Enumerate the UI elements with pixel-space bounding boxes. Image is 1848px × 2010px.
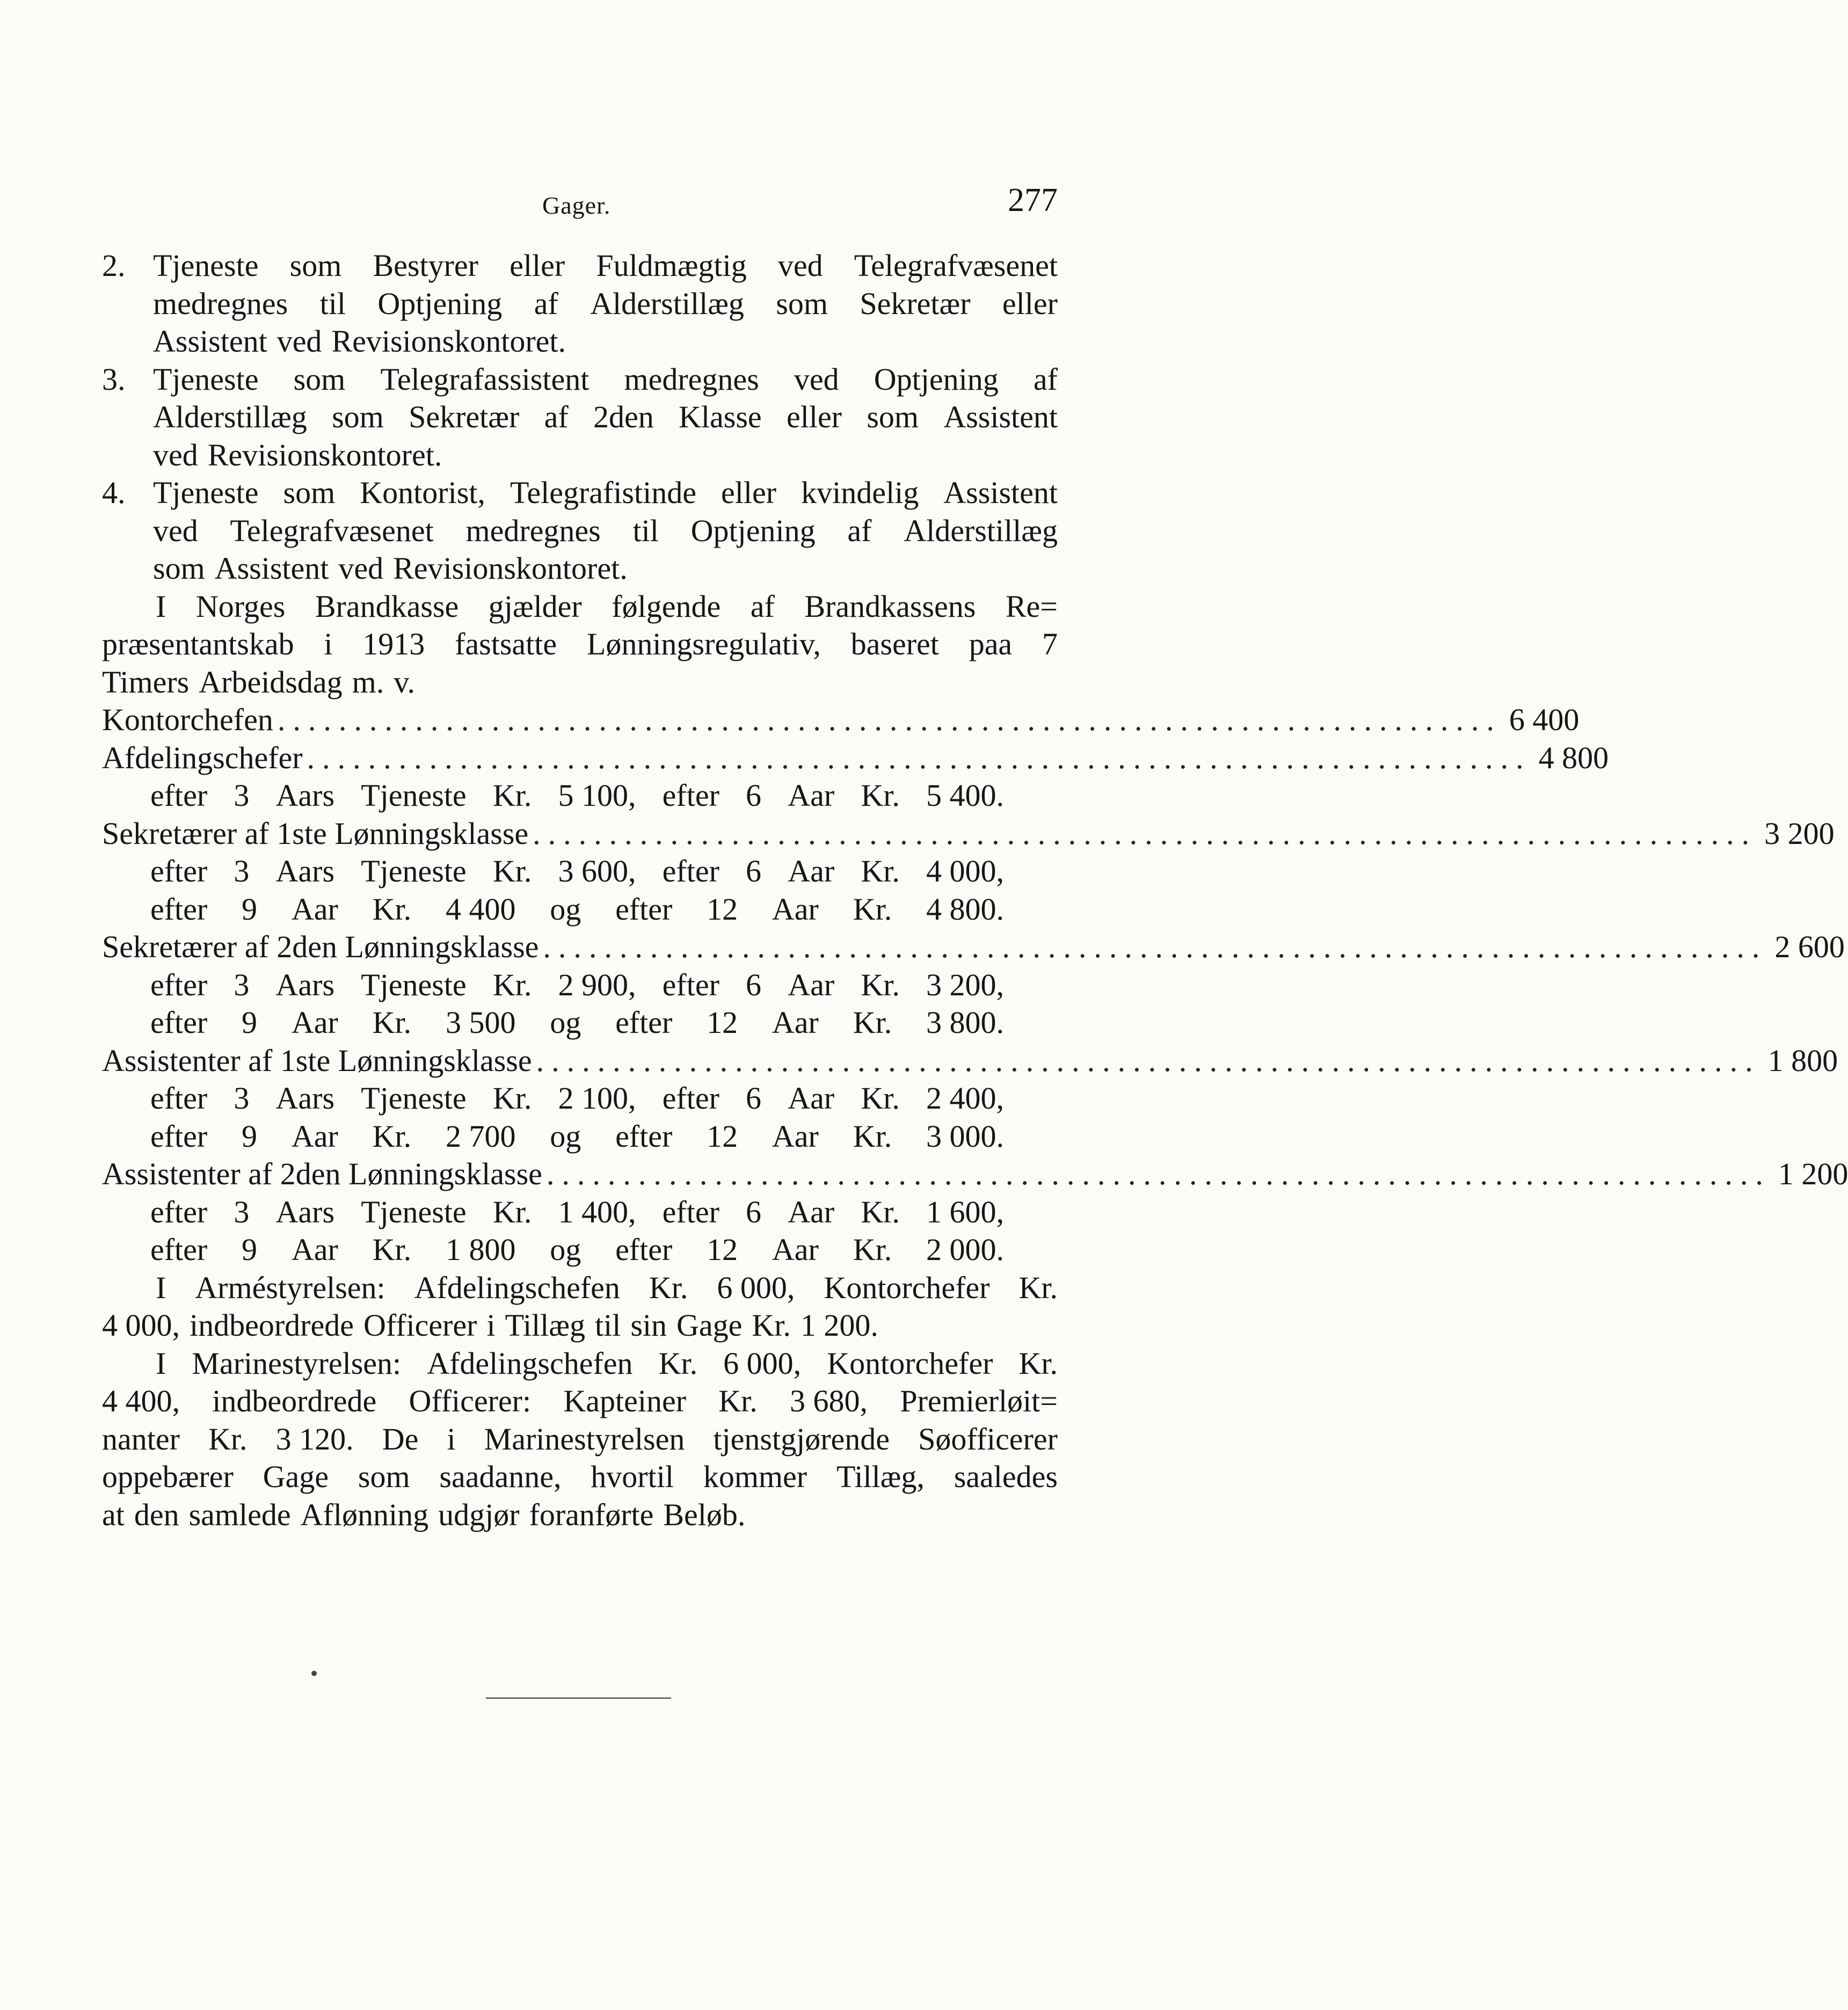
word: Aar <box>772 1232 819 1267</box>
word: Kapteiner <box>563 1383 687 1418</box>
word: 4 800. <box>926 891 1004 927</box>
salary-detail <box>102 1193 1004 1232</box>
word: 12 <box>707 1005 738 1040</box>
word: Officerer: <box>409 1383 532 1418</box>
word: Marinestyrelsen: <box>192 1345 402 1381</box>
word: og <box>550 1232 581 1267</box>
word: som <box>358 1459 410 1494</box>
word: medregnes <box>624 361 759 397</box>
word: som <box>867 399 919 434</box>
word: efter <box>150 1081 208 1116</box>
word: 3 <box>234 967 250 1002</box>
word: Kr. <box>853 1118 892 1154</box>
word: Aars <box>275 967 335 1002</box>
end-rule <box>486 1698 671 1699</box>
word: af <box>750 588 775 624</box>
word: 6 000, <box>717 1270 795 1305</box>
word: efter <box>662 854 719 889</box>
list-item <box>102 247 1058 361</box>
word: som <box>283 475 336 510</box>
word: Tjeneste <box>153 475 259 510</box>
word: 6 <box>746 854 762 889</box>
word: Assistent <box>943 475 1058 510</box>
dot-leader: ................................................................................ <box>543 929 1767 964</box>
word: Assistent <box>214 551 329 586</box>
word: 3 <box>234 1194 250 1229</box>
salary-detail <box>102 777 1004 815</box>
word: 2den <box>593 399 654 434</box>
salary-position: Assistenter af 1ste Lønningsklasse <box>102 1043 532 1078</box>
word: 3 200, <box>926 967 1004 1002</box>
text-line <box>153 550 1058 588</box>
word: Kr. <box>853 1005 892 1040</box>
word: indbeordrede <box>190 1308 354 1343</box>
word: Kr. <box>372 1005 412 1040</box>
word: Revisionskontoret. <box>393 551 628 586</box>
word: Aar <box>788 1081 835 1116</box>
word: 5 100, <box>558 778 636 813</box>
word: 2 000. <box>926 1232 1004 1267</box>
word: I <box>156 588 166 624</box>
word: 12 <box>707 1232 738 1267</box>
text-line <box>102 1421 1058 1459</box>
word: Kr. <box>372 1118 412 1154</box>
word: Afdelingschefen <box>427 1345 633 1381</box>
dot-leader: ................................................................................ <box>277 702 1502 737</box>
salary-amount: 4 800 <box>1538 740 1609 775</box>
salary-amount: 1 200 <box>1778 1156 1848 1191</box>
word: v. <box>394 664 415 700</box>
word: Aars <box>275 854 335 889</box>
salary-position: Kontorchefen <box>102 702 273 737</box>
salary-detail <box>102 853 1004 891</box>
word: Søofficerer <box>918 1421 1058 1456</box>
word: Assistent <box>943 399 1058 434</box>
word: 3 680, <box>790 1383 868 1418</box>
word: medregnes <box>153 286 288 321</box>
word: Kr. <box>752 1308 791 1343</box>
running-head: Gager. <box>542 192 611 219</box>
word: efter <box>150 854 208 889</box>
word: Alderstillæg <box>590 286 744 321</box>
word: Aar <box>291 1232 338 1267</box>
word: Telegrafassistent <box>380 361 590 397</box>
word: følgende <box>612 588 721 624</box>
text-line <box>102 1269 1058 1307</box>
word: Kontorchefer <box>827 1345 993 1381</box>
word: at <box>102 1497 125 1532</box>
word: efter <box>662 778 719 813</box>
salary-row <box>102 701 1580 739</box>
word: Kr. <box>372 1232 412 1267</box>
word: Officerer <box>363 1308 477 1343</box>
word: Tjeneste <box>361 967 467 1002</box>
word: fastsatte <box>455 627 557 661</box>
word: som <box>293 361 346 397</box>
word: gjælder <box>488 588 582 624</box>
text-line <box>153 512 1058 550</box>
text-line <box>153 398 1058 436</box>
word: baseret <box>850 627 939 661</box>
word: Optjening <box>690 513 816 548</box>
salary-detail <box>102 1118 1004 1156</box>
word: Kr. <box>658 1345 698 1381</box>
dot-leader: ................................................................................ <box>536 1043 1760 1078</box>
word: foranførte <box>529 1497 654 1532</box>
word: i <box>447 1421 456 1456</box>
word: Alderstillæg <box>153 399 307 434</box>
salary-amount: 2 600 <box>1774 929 1845 964</box>
text-line <box>102 664 1058 702</box>
word: Klasse <box>679 399 762 434</box>
word: Aar <box>788 778 835 813</box>
word: Aar <box>772 1118 819 1154</box>
word: 9 <box>242 1232 258 1267</box>
word: 4 400 <box>445 891 516 927</box>
text-line <box>102 588 1058 626</box>
numbered-list <box>102 247 1058 588</box>
word: De <box>382 1421 419 1456</box>
word: Assistent <box>153 324 267 359</box>
salary-row <box>102 739 1609 777</box>
word: Aars <box>275 1081 335 1116</box>
salary-detail <box>102 966 1004 1004</box>
body-text <box>102 247 1848 1534</box>
text-line <box>102 1307 1058 1345</box>
word: 6 <box>746 1081 762 1116</box>
word: tjenstgjørende <box>713 1421 890 1456</box>
word: Aflønning <box>300 1497 429 1532</box>
word: efter <box>150 967 208 1002</box>
text-line <box>102 625 1058 664</box>
word: Kr. <box>492 854 532 889</box>
word: Kr. <box>853 891 892 927</box>
salary-position: Sekretærer af 1ste Lønningsklasse <box>102 815 529 851</box>
text-line <box>153 436 1058 475</box>
list-item <box>102 474 1058 588</box>
word: Kontorist, <box>360 475 485 510</box>
dot-leader: ................................................................................ <box>546 1156 1771 1191</box>
word: Tjeneste <box>361 854 467 889</box>
text-line <box>102 1345 1058 1383</box>
word: 3 <box>234 778 250 813</box>
word: efter <box>150 1118 208 1154</box>
word: oppebærer <box>102 1459 234 1494</box>
word: sin <box>630 1308 667 1343</box>
word: Tjeneste <box>361 778 467 813</box>
word: Sekretær <box>860 286 971 321</box>
salary-amount: 1 800 <box>1767 1043 1838 1078</box>
word: og <box>550 891 581 927</box>
word: 5 400. <box>926 778 1004 813</box>
word: Aar <box>291 1005 338 1040</box>
word: ved <box>277 324 322 359</box>
page-header <box>102 181 1058 230</box>
word: Kr. <box>492 1081 532 1116</box>
word: efter <box>615 891 673 927</box>
word: Kr. <box>208 1421 248 1456</box>
word: 2 100, <box>558 1081 636 1116</box>
word: Aar <box>788 1194 835 1229</box>
word: eller <box>786 399 842 434</box>
word: 3 <box>234 1081 250 1116</box>
word: paa <box>969 627 1013 661</box>
word: Afdelingschefen <box>414 1270 620 1305</box>
word: Timers <box>102 664 190 700</box>
word: eller <box>1002 286 1058 321</box>
word: Re= <box>1005 588 1058 624</box>
word: af <box>544 399 569 434</box>
word: saaledes <box>954 1459 1058 1494</box>
closing-paragraphs <box>102 1269 1058 1534</box>
text-line <box>153 474 1058 512</box>
salary-position: Afdelingschefer <box>102 740 303 775</box>
salary-row <box>102 1042 1838 1080</box>
word: Tjeneste <box>153 248 259 283</box>
word: Telegrafvæsenet <box>230 513 434 548</box>
word: i <box>486 1308 496 1343</box>
salary-amount: 3 200 <box>1764 815 1835 851</box>
word: efter <box>150 891 208 927</box>
word: og <box>550 1118 581 1154</box>
word: I <box>156 1270 166 1305</box>
word: 2 900, <box>558 967 636 1002</box>
text-line <box>153 361 1058 399</box>
word: Aars <box>275 778 335 813</box>
list-item <box>102 361 1058 475</box>
word: 3 <box>234 854 250 889</box>
word: 3 120. <box>275 1421 354 1456</box>
salary-detail <box>102 1080 1004 1118</box>
word: kvindelig <box>801 475 919 510</box>
word: Aar <box>772 891 819 927</box>
word: 4 400, <box>102 1383 180 1418</box>
word: Norges <box>195 588 286 624</box>
word: Beløb. <box>663 1497 746 1532</box>
word: efter <box>615 1118 673 1154</box>
word: Aar <box>788 854 835 889</box>
word: til <box>594 1308 621 1343</box>
word: Bestyrer <box>373 248 478 283</box>
word: 1 200. <box>800 1308 878 1343</box>
word: efter <box>662 1194 719 1229</box>
list-number: 3. <box>102 361 126 397</box>
word: som <box>153 551 205 586</box>
word: efter <box>615 1232 673 1267</box>
word: som <box>289 248 342 283</box>
word: Aar <box>291 891 338 927</box>
word: efter <box>150 1005 208 1040</box>
salary-detail <box>102 1004 1004 1042</box>
word: 1913 <box>362 627 425 661</box>
word: ved <box>794 361 839 397</box>
list-number: 4. <box>102 475 126 510</box>
word: Fuldmægtig <box>596 248 747 283</box>
word: som <box>332 399 384 434</box>
word: 3 600, <box>558 854 636 889</box>
word: 9 <box>242 891 258 927</box>
page-number: 277 <box>1008 182 1058 219</box>
word: ved <box>153 513 198 548</box>
word: 4 000, <box>102 1308 180 1343</box>
text-line <box>153 285 1058 323</box>
word: Tjeneste <box>361 1194 467 1229</box>
word: af <box>534 286 558 321</box>
word: Sekretær <box>409 399 520 434</box>
word: som <box>776 286 828 321</box>
dot-leader: ................................................................................ <box>533 815 1757 851</box>
word: efter <box>662 1081 719 1116</box>
word: Arbeidsdag <box>199 664 343 700</box>
word: Optjening <box>377 286 503 321</box>
salary-row <box>102 1155 1848 1193</box>
word: af <box>1033 361 1058 397</box>
word: udgjør <box>438 1497 520 1532</box>
word: Kr. <box>1018 1270 1058 1305</box>
text-line <box>153 247 1058 285</box>
word: 1 800 <box>445 1232 516 1267</box>
word: 9 <box>242 1118 258 1154</box>
word: Telegrafvæsenet <box>854 248 1058 283</box>
text-line <box>102 1496 1058 1534</box>
word: eller <box>510 248 565 283</box>
text-line <box>102 1382 1058 1421</box>
word: Lønningsregulativ, <box>586 627 821 661</box>
word: Arméstyrelsen: <box>195 1270 385 1305</box>
intro-paragraph <box>102 588 1058 702</box>
word: ved <box>153 437 198 472</box>
word: 2 400, <box>926 1081 1004 1116</box>
word: Aar <box>772 1005 819 1040</box>
salary-detail <box>102 1231 1004 1269</box>
word: Gage <box>263 1459 329 1494</box>
word: samlede <box>188 1497 291 1532</box>
word: Kr. <box>372 891 412 927</box>
word: af <box>847 513 872 548</box>
word: 4 000, <box>926 854 1004 889</box>
word: Kr. <box>861 778 900 813</box>
word: Revisionskontoret. <box>331 324 566 359</box>
word: til <box>632 513 659 548</box>
word: hvortil <box>591 1459 674 1494</box>
salary-detail <box>102 891 1004 929</box>
word: til <box>319 286 346 321</box>
word: m. <box>352 664 384 700</box>
word: 2 700 <box>445 1118 516 1154</box>
word: Premierløit= <box>900 1383 1058 1418</box>
word: Tillæg <box>505 1308 585 1343</box>
word: Gage <box>676 1308 743 1343</box>
word: Telegrafistinde <box>510 475 696 510</box>
salary-position: Sekretærer af 2den Lønningsklasse <box>102 929 539 964</box>
salary-table <box>102 701 1848 1269</box>
word: Kr. <box>853 1232 892 1267</box>
word: den <box>134 1497 179 1532</box>
word: indbeordrede <box>212 1383 377 1418</box>
word: Tjeneste <box>361 1081 467 1116</box>
word: kommer <box>703 1459 807 1494</box>
word: Brandkasse <box>315 588 459 624</box>
word: efter <box>150 1232 208 1267</box>
word: 3 000. <box>926 1118 1004 1154</box>
word: 3 500 <box>445 1005 516 1040</box>
word: Revisionskontoret. <box>207 437 442 472</box>
word: Kontorchefer <box>824 1270 990 1305</box>
word: Brandkassens <box>804 588 976 624</box>
word: Kr. <box>861 1081 900 1116</box>
word: Kr. <box>492 967 532 1002</box>
word: 1 600, <box>926 1194 1004 1229</box>
word: 7 <box>1042 627 1058 661</box>
word: Kr. <box>492 778 532 813</box>
word: Alderstillæg <box>904 513 1058 548</box>
salary-row <box>102 928 1845 966</box>
word: Tillæg, <box>836 1459 925 1494</box>
word: i <box>324 627 333 661</box>
word: efter <box>150 1194 208 1229</box>
word: saadanne, <box>439 1459 562 1494</box>
word: 6 000, <box>723 1345 802 1381</box>
word: Kr. <box>861 854 900 889</box>
word: I <box>156 1345 166 1381</box>
word: Aar <box>788 967 835 1002</box>
word: eller <box>721 475 777 510</box>
list-number: 2. <box>102 248 126 283</box>
word: ved <box>338 551 384 586</box>
word: 9 <box>242 1005 258 1040</box>
word: nanter <box>102 1421 180 1456</box>
word: medregnes <box>465 513 601 548</box>
word: Kr. <box>861 967 900 1002</box>
word: efter <box>150 778 208 813</box>
text-line <box>102 1458 1058 1496</box>
salary-amount: 6 400 <box>1509 702 1580 737</box>
word: Marinestyrelsen <box>484 1421 685 1456</box>
word: Optjening <box>874 361 999 397</box>
word: efter <box>615 1005 673 1040</box>
text-line <box>153 323 1058 361</box>
word: efter <box>662 967 719 1002</box>
dot-leader: ................................................................................ <box>307 740 1531 775</box>
ink-speck <box>311 1671 317 1676</box>
word: 12 <box>707 1118 738 1154</box>
word: Aar <box>291 1118 338 1154</box>
word: præsentantskab <box>102 627 294 661</box>
word: 1 400, <box>558 1194 636 1229</box>
word: 6 <box>746 967 762 1002</box>
word: Kr. <box>1018 1345 1058 1381</box>
word: Kr. <box>649 1270 688 1305</box>
salary-row <box>102 815 1835 853</box>
word: Kr. <box>861 1194 900 1229</box>
word: og <box>550 1005 581 1040</box>
word: Tjeneste <box>153 361 259 397</box>
word: ved <box>777 248 823 283</box>
word: 3 800. <box>926 1005 1004 1040</box>
word: 6 <box>746 1194 762 1229</box>
word: 6 <box>746 778 762 813</box>
salary-position: Assistenter af 2den Lønningsklasse <box>102 1156 542 1191</box>
word: Aars <box>275 1194 335 1229</box>
word: Kr. <box>492 1194 532 1229</box>
word: 12 <box>707 891 738 927</box>
word: Kr. <box>718 1383 758 1418</box>
